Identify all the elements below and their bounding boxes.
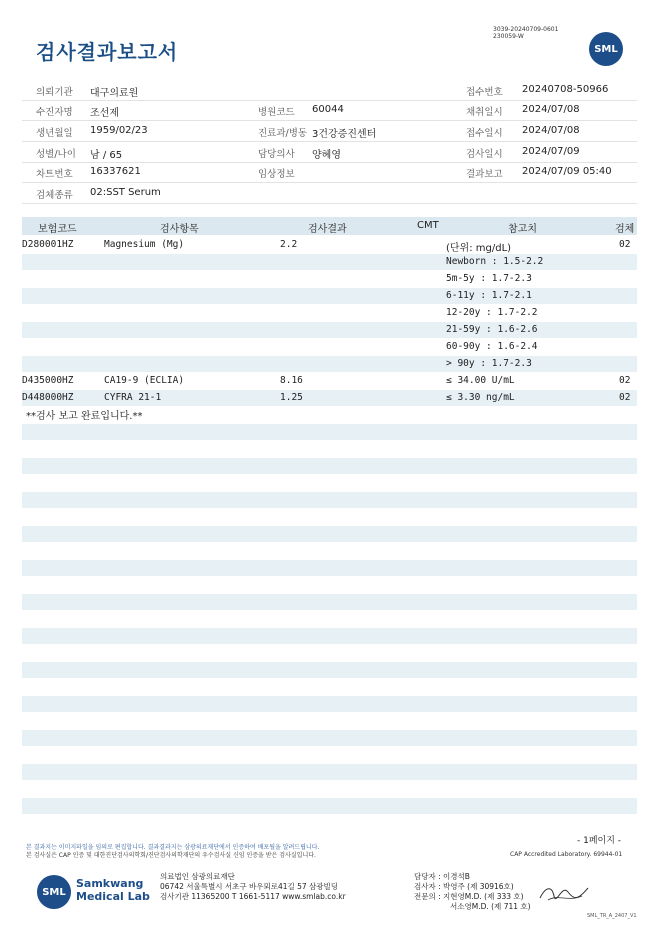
cell-reference: 60-90y : 1.6-2.4 [446,341,538,352]
table-row [22,271,637,288]
cell-specimen: 02 [619,392,631,403]
cell-reference: Newborn : 1.5-2.2 [446,256,544,267]
table-row [22,237,637,254]
table-row [22,390,637,407]
info-row-1: 의뢰기관 대구의료원 접수번호 20240708-50966 [22,80,637,101]
row-band [22,798,637,814]
footer-note-2: 본 검사실은 CAP 인증 및 대한진단검사의학회/진단검사의학재단의 우수검사실 신임 인증을 받은 검사실입니다. [26,852,316,859]
table-row [22,373,637,390]
cell-reference: 5m-5y : 1.7-2.3 [446,273,532,284]
table-row [22,305,637,322]
sml-logo: SML [589,32,623,66]
cell-code: D435000HZ [22,375,74,386]
row-band [22,560,637,576]
organization-info: 의료법인 삼광의료재단 06742 서울특별시 서초구 바우뫼로41길 57 삼광빌딩 검사기관 11365200 T 1661-5117 www.smlab.co.kr [160,872,346,901]
sml-logo-bottom: SML [37,875,71,909]
cell-reference: 12-20y : 1.7-2.2 [446,307,538,318]
table-row [22,322,637,339]
cell-item: Magnesium (Mg) [104,239,185,250]
info-row-2: 수진자명 조선제 병원코드 60044 채취일시 2024/07/08 [22,100,637,121]
results-table-header: 보험코드 검사항목 검사결과 CMT 참고치 검체 [22,217,637,235]
row-band [22,458,637,474]
cell-item: CA19-9 (ECLIA) [104,375,185,386]
row-band [22,526,637,542]
row-band [22,730,637,746]
row-band [22,628,637,644]
cell-code: D280001HZ [22,239,74,250]
row-band [22,696,637,712]
cell-code: D448000HZ [22,392,74,403]
cell-reference: ≤ 3.30 ng/mL [446,392,515,403]
row-band [22,662,637,678]
row-band [22,492,637,508]
cell-reference: 21-59y : 1.6-2.6 [446,324,538,335]
row-band [22,764,637,780]
completion-message: **검사 보고 완료입니다.** [26,411,143,422]
cell-specimen: 02 [619,375,631,386]
cell-result: 1.25 [280,392,303,403]
cell-reference: ≤ 34.00 U/mL [446,375,515,386]
info-row-6: 검체종류 02:SST Serum [22,183,637,204]
page-title: 검사결과보고서 [36,40,179,64]
table-row [22,339,637,356]
info-row-5: 차트번호 16337621 임상정보 결과보고 2024/07/09 05:40 [22,162,637,183]
cell-result: 8.16 [280,375,303,386]
signature [538,880,590,906]
brand-name: Samkwang Medical Lab [76,877,150,903]
row-band [22,594,637,610]
page-number: - 1페이지 - [577,836,622,846]
cell-reference: > 90y : 1.7-2.3 [446,358,532,369]
cell-specimen: 02 [619,239,631,250]
table-row [22,288,637,305]
info-row-4: 성별/나이 남 / 65 담당의사 양혜영 검사일시 2024/07/09 [22,142,637,163]
cell-result: 2.2 [280,239,298,250]
cell-item: CYFRA 21-1 [104,392,162,403]
staff-info: 담당자 : 이경석B 검사자 : 박영주 (제 30916호) 전문의 : 지현영M.D. (제 333 호) 서소영M.D. (제 711 호) [414,872,531,911]
table-row [22,254,637,271]
cap-accreditation: CAP Accredited Laboratory. 69944-01 [510,851,623,858]
table-row [22,356,637,373]
info-row-3: 생년월일 1959/02/23 진료과/병동 3건강증진센터 접수일시 2024/07/08 [22,121,637,142]
footer-note-1: 본 결과지는 이미지파일을 임의로 편집합니다. 결과결과지는 삼광의료재단에서 인증하여 배포될을 알려드립니다. [26,844,320,851]
cell-reference: 6-11y : 1.7-2.1 [446,290,532,301]
cell-reference: (단위: mg/dL) [446,243,512,254]
form-code: SML_TR_A_2407_V1 [587,913,637,919]
document-id: 3039-20240709-0601 230059-W [493,26,559,40]
row-band [22,424,637,440]
